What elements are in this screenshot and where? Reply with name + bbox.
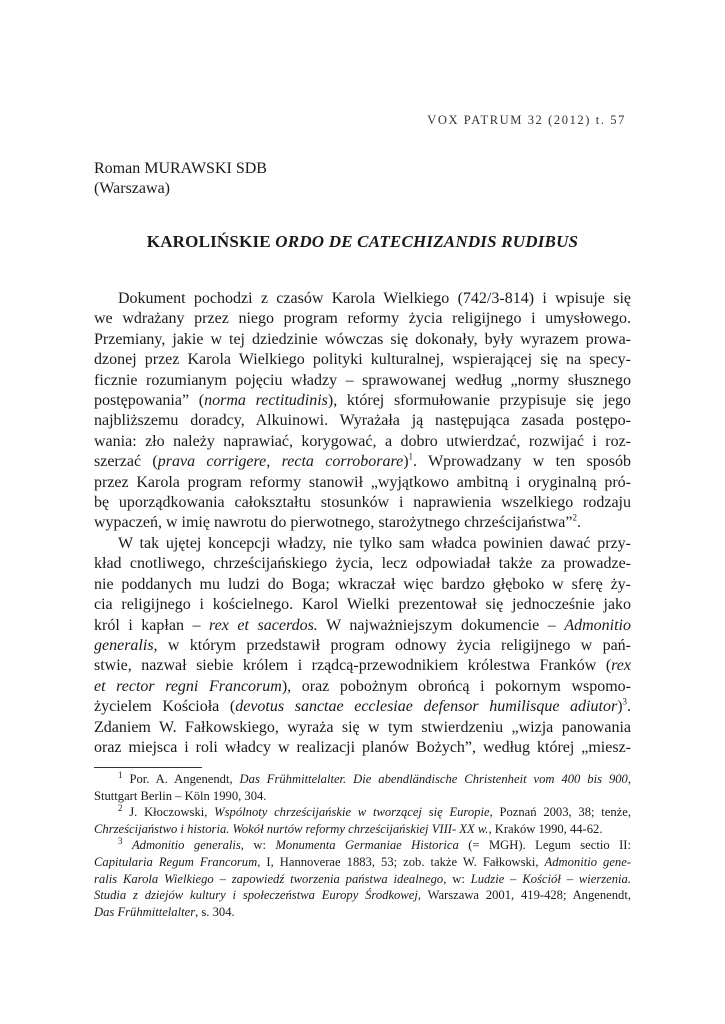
title-plain: KAROLIŃSKIE bbox=[146, 232, 276, 251]
body-line: oraz miejsca i roli władcy w realizacji planów Bożych”, według której „miesz- bbox=[94, 738, 631, 756]
title-italic: ORDO DE CATECHIZANDIS RUDIBUS bbox=[275, 232, 579, 251]
body-line: stwie, nazwał siebie królem i rządcą-przewodnikiem królestwa Franków (rex bbox=[94, 657, 631, 675]
footnote-2-line-1: $^2$ J. Kłoczowski, Wspólnoty chrześcijańskie w tworzącej się Europie, Poznań 2003, 38; tenże, bbox=[118, 803, 631, 820]
body-line: cia religijnego i kościelnego. Karol Wielki prezentował się jednocześnie jako bbox=[94, 596, 631, 614]
body-line: dzonej przez Karola Wielkiego polityki kulturalnej, wspierającej się na specy- bbox=[94, 351, 631, 369]
footnote-2-line-2: Chrześcijaństwo i historia. Wokół nurtów reformy chrześcijańskiej VIII- XX w., Kraków 1990, 44-62. bbox=[94, 821, 603, 836]
body-line: Zdaniem W. Fałkowskiego, wyraża się w tym stwierdzeniu „wizja panowania bbox=[94, 718, 631, 736]
body-line: bę uporządkowania całokształtu stosunków i naprawienia wszelkiego rodzaju bbox=[94, 494, 631, 512]
author-block bbox=[94, 159, 267, 199]
author-name: Roman MURAWSKI SDB bbox=[94, 160, 267, 177]
body-line: nie poddanych mu ludzi do Boga; wkraczał więc bardzo głęboko w sferę ży- bbox=[94, 575, 631, 593]
body-line: najbliższemu doradcy, Alkuinowi. Wyrażała ją następująca zasada postępo- bbox=[94, 412, 631, 430]
body-line: we wdrażany przez niego program reformy życia religijnego i umysłowego. bbox=[94, 310, 631, 328]
body-line: wypaczeń, w imię nawrotu do pierwotnego, starożytnego chrześcijaństwa”$^2$. bbox=[94, 513, 581, 532]
footnote-1-line-1: $^1$ Por. A. Angenendt, Das Frühmittelalter. Die abendländische Christenheit vom 400 bis 900, bbox=[118, 769, 632, 786]
body-line: życielem Kościoła (devotus sanctae ecclesiae defensor humilisque adiutor)$^3$. bbox=[94, 696, 632, 716]
body-line: postępowania” (norma rectitudinis), której sformułowanie przypisuje się jego bbox=[94, 392, 631, 410]
footnote-1-line-2: Stuttgart Berlin – Köln 1990, 304. bbox=[94, 788, 267, 803]
article-title bbox=[94, 232, 631, 252]
footnote-3-line-1: $^3$ Admonitio generalis, w: Monumenta Germaniae Historica (= MGH). Legum sectio II: bbox=[118, 836, 631, 853]
footnotes bbox=[94, 771, 631, 920]
footnote-3-line-2: Capitularia Regum Francorum, I, Hannoverae 1883, 53; zob. także W. Fałkowski, Admonitio gene- bbox=[94, 854, 631, 869]
footnote-3-line-4: Studia z dziejów kultury i społeczeństwa Europy Środkowej, Warszawa 2001, 419-428; Angenendt, bbox=[94, 888, 631, 903]
body-line: Przemiany, jakie w tej dziedzinie wówczas się dokonały, były wyrazem prowa- bbox=[94, 330, 631, 348]
body-line: wania: zło należy naprawiać, korygować, a dobro utwierdzać, rozwijać i roz- bbox=[94, 432, 631, 450]
footnote-rule bbox=[94, 767, 202, 768]
author-affiliation: (Warszawa) bbox=[94, 180, 170, 197]
body-line: et rector regni Francorum), oraz pobożnym obrońcą i pokornym wspomo- bbox=[94, 677, 631, 695]
body-line: generalis, w którym przedstawił program odnowy życia religijnego w pań- bbox=[94, 636, 631, 654]
body-line: ficznie rozumianym pojęciu władzy – sprawowanej według „normy słusznego bbox=[94, 371, 631, 389]
body-text bbox=[94, 289, 631, 758]
footnote-3-line-3: ralis Karola Wielkiego – zapowiedź tworzenia państwa idealnego, w: Ludzie – Kościół – wierzenia. bbox=[94, 871, 631, 886]
body-line: kład cnotliwego, chrześcijańskiego życia, lecz odpowiadał także za prowadze- bbox=[94, 555, 631, 573]
footnote-3-line-5: Das Frühmittelalter, s. 304. bbox=[94, 904, 235, 919]
body-line: W tak ujętej koncepcji władzy, nie tylko sam władca powinien dawać przy- bbox=[118, 534, 631, 552]
body-line: szerzać (prava corrigere, recta corroborare)$^1$. Wprowadzany w ten sposób bbox=[94, 451, 631, 471]
body-line: przez Karola program reformy stanowił „wyjątkowo ambitną i oryginalną pró- bbox=[94, 473, 631, 491]
body-line: król i kapłan – rex et sacerdos. W najważniejszym dokumencie – Admonitio bbox=[94, 616, 631, 634]
body-line: Dokument pochodzi z czasów Karola Wielkiego (742/3-814) i wpisuje się bbox=[118, 290, 631, 307]
running-head: VOX PATRUM 32 (2012) t. 57 bbox=[427, 113, 626, 127]
